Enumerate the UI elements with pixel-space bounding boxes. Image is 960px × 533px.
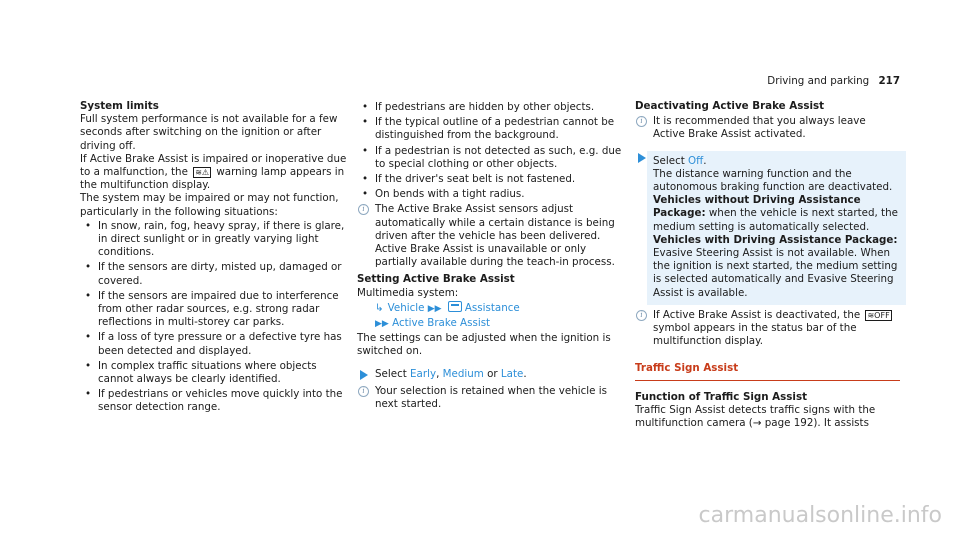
traffic-sign-assist-title: Traffic Sign Assist [635, 362, 900, 380]
nav-chevron-icon: ▶▶ [427, 303, 442, 314]
nav-hook-arrow-icon: ↳ [375, 301, 384, 314]
column-1 [80, 100, 348, 417]
info-icon: i [636, 310, 647, 321]
list-item: • In snow, rain, fog, heavy spray, if there is glare, in direct sunlight or in greatly varying light conditions. [80, 220, 348, 260]
select-label: Select [375, 367, 407, 380]
list-item: • If a pedestrian is not detected as such, e.g. due to special clothing or other objects. [357, 145, 625, 171]
deactivating-heading: Deactivating Active Brake Assist [635, 100, 825, 112]
abs-off-symbol-icon: ≋OFF [867, 310, 890, 320]
limits-intro: The system may be impaired or may not function, particularly in the following situations: [80, 192, 339, 218]
without-package-text [653, 194, 900, 234]
nav-chevron-icon: ▶▶ [375, 319, 389, 330]
list-item: • If the sensors are dirty, misted up, damaged or covered. [80, 261, 348, 287]
without-package-body: when the vehicle is next started, the medium setting is automatically selected. [653, 207, 898, 233]
impair-pre: If Active Brake Assist is impaired or inoperative due to a malfunction, the [80, 152, 347, 179]
period: . [703, 154, 707, 167]
off-text: The distance warning function and the autonomous braking function are deactivated. [653, 167, 893, 194]
impair-post: warning lamp appears in the multifunction display. [80, 166, 345, 192]
settings-text: The settings can be adjusted when the ignition is switched on. [357, 332, 611, 358]
limits-list-continued [357, 101, 625, 201]
step-arrow-icon [360, 370, 368, 380]
or-label: or [487, 367, 498, 380]
separator: , [436, 367, 440, 380]
column-3 [635, 100, 900, 430]
system-limits-heading: System limits [80, 100, 159, 112]
nav-path-line-2 [357, 317, 625, 331]
deactivated-note-post: symbol appears in the status bar of the multifunction display. [653, 322, 857, 348]
list-item: • If a loss of tyre pressure or a defective tyre has been detected and displayed. [80, 331, 348, 357]
option-late[interactable]: Late [500, 367, 524, 380]
list-item: • On bends with a tight radius. [357, 188, 625, 201]
without-package-head: Vehicles without Driving Assistance Package: [653, 194, 861, 220]
sensor-note [357, 203, 625, 269]
nav-assistance-link[interactable]: Assistance [464, 301, 520, 314]
with-package-body: Evasive Steering Assist is not available. When the ignition is next started, the medium setting is selected automatically and Evasive Steering Assist is available. [653, 247, 898, 299]
deactivated-note-pre: If Active Brake Assist is deactivated, the [653, 308, 861, 321]
sensor-note-text: The Active Brake Assist sensors adjust automatically while a certain distance is being driven after the vehicle has been delivered. Active Brake Assist is unavailable or only partially available during the teach-in process. [375, 203, 615, 269]
column-2 [357, 100, 625, 413]
impair-text [80, 153, 348, 193]
vehicle-assistance-icon [448, 301, 462, 312]
option-off[interactable]: Off [688, 154, 704, 167]
info-icon: i [358, 386, 369, 397]
function-heading: Function of Traffic Sign Assist [635, 390, 807, 403]
step-arrow-icon [638, 153, 646, 163]
list-item: • If the typical outline of a pedestrian cannot be distinguished from the background. [357, 116, 625, 142]
nav-path-line-1 [357, 301, 625, 316]
info-icon: i [636, 116, 647, 127]
recommend-note-text: It is recommended that you always leave Active Brake Assist activated. [653, 115, 866, 141]
selection-note-text: Your selection is retained when the vehicle is next started. [375, 384, 607, 411]
function-text: Traffic Sign Assist detects traffic signs with the multifunction camera (→ page 192). It assists [635, 403, 876, 430]
period: . [523, 367, 527, 380]
deactivation-panel [647, 151, 906, 305]
list-item: • In complex traffic situations where objects cannot always be clearly identified. [80, 360, 348, 386]
list-item: • If the sensors are impaired due to interference from other radar sources, e.g. strong radar reflections in multi-storey car parks. [80, 290, 348, 330]
option-medium[interactable]: Medium [442, 367, 484, 380]
info-icon: i [358, 204, 369, 215]
page-number: 217 [878, 75, 900, 87]
selection-note [357, 385, 625, 411]
distance-warning-lamp-icon: ≋⚠ [195, 168, 210, 178]
select-label: Select [653, 154, 685, 167]
option-early[interactable]: Early [410, 367, 437, 380]
select-off-step [635, 151, 900, 305]
nav-active-brake-assist-link[interactable]: Active Brake Assist [392, 317, 491, 330]
recommend-note [635, 115, 900, 141]
limits-list [80, 220, 348, 415]
multimedia-label: Multimedia system: [357, 286, 459, 299]
watermark: carmanualsonline.info [698, 503, 942, 528]
select-step [357, 368, 625, 381]
setting-heading: Setting Active Brake Assist [357, 273, 515, 286]
nav-vehicle-link[interactable]: Vehicle [387, 301, 425, 314]
page-header [767, 75, 900, 88]
deactivated-note [635, 309, 900, 349]
section-name: Driving and parking [767, 75, 870, 87]
with-package-text [653, 234, 900, 300]
list-item: • If pedestrians are hidden by other objects. [357, 101, 625, 114]
with-package-head: Vehicles with Driving Assistance Package: [653, 233, 898, 246]
list-item: • If the driver's seat belt is not fastened. [357, 173, 625, 186]
intro-text: Full system performance is not available for a few seconds after switching on the ignition or after driving off. [80, 113, 338, 152]
list-item: • If pedestrians or vehicles move quickly into the sensor detection range. [80, 388, 348, 414]
